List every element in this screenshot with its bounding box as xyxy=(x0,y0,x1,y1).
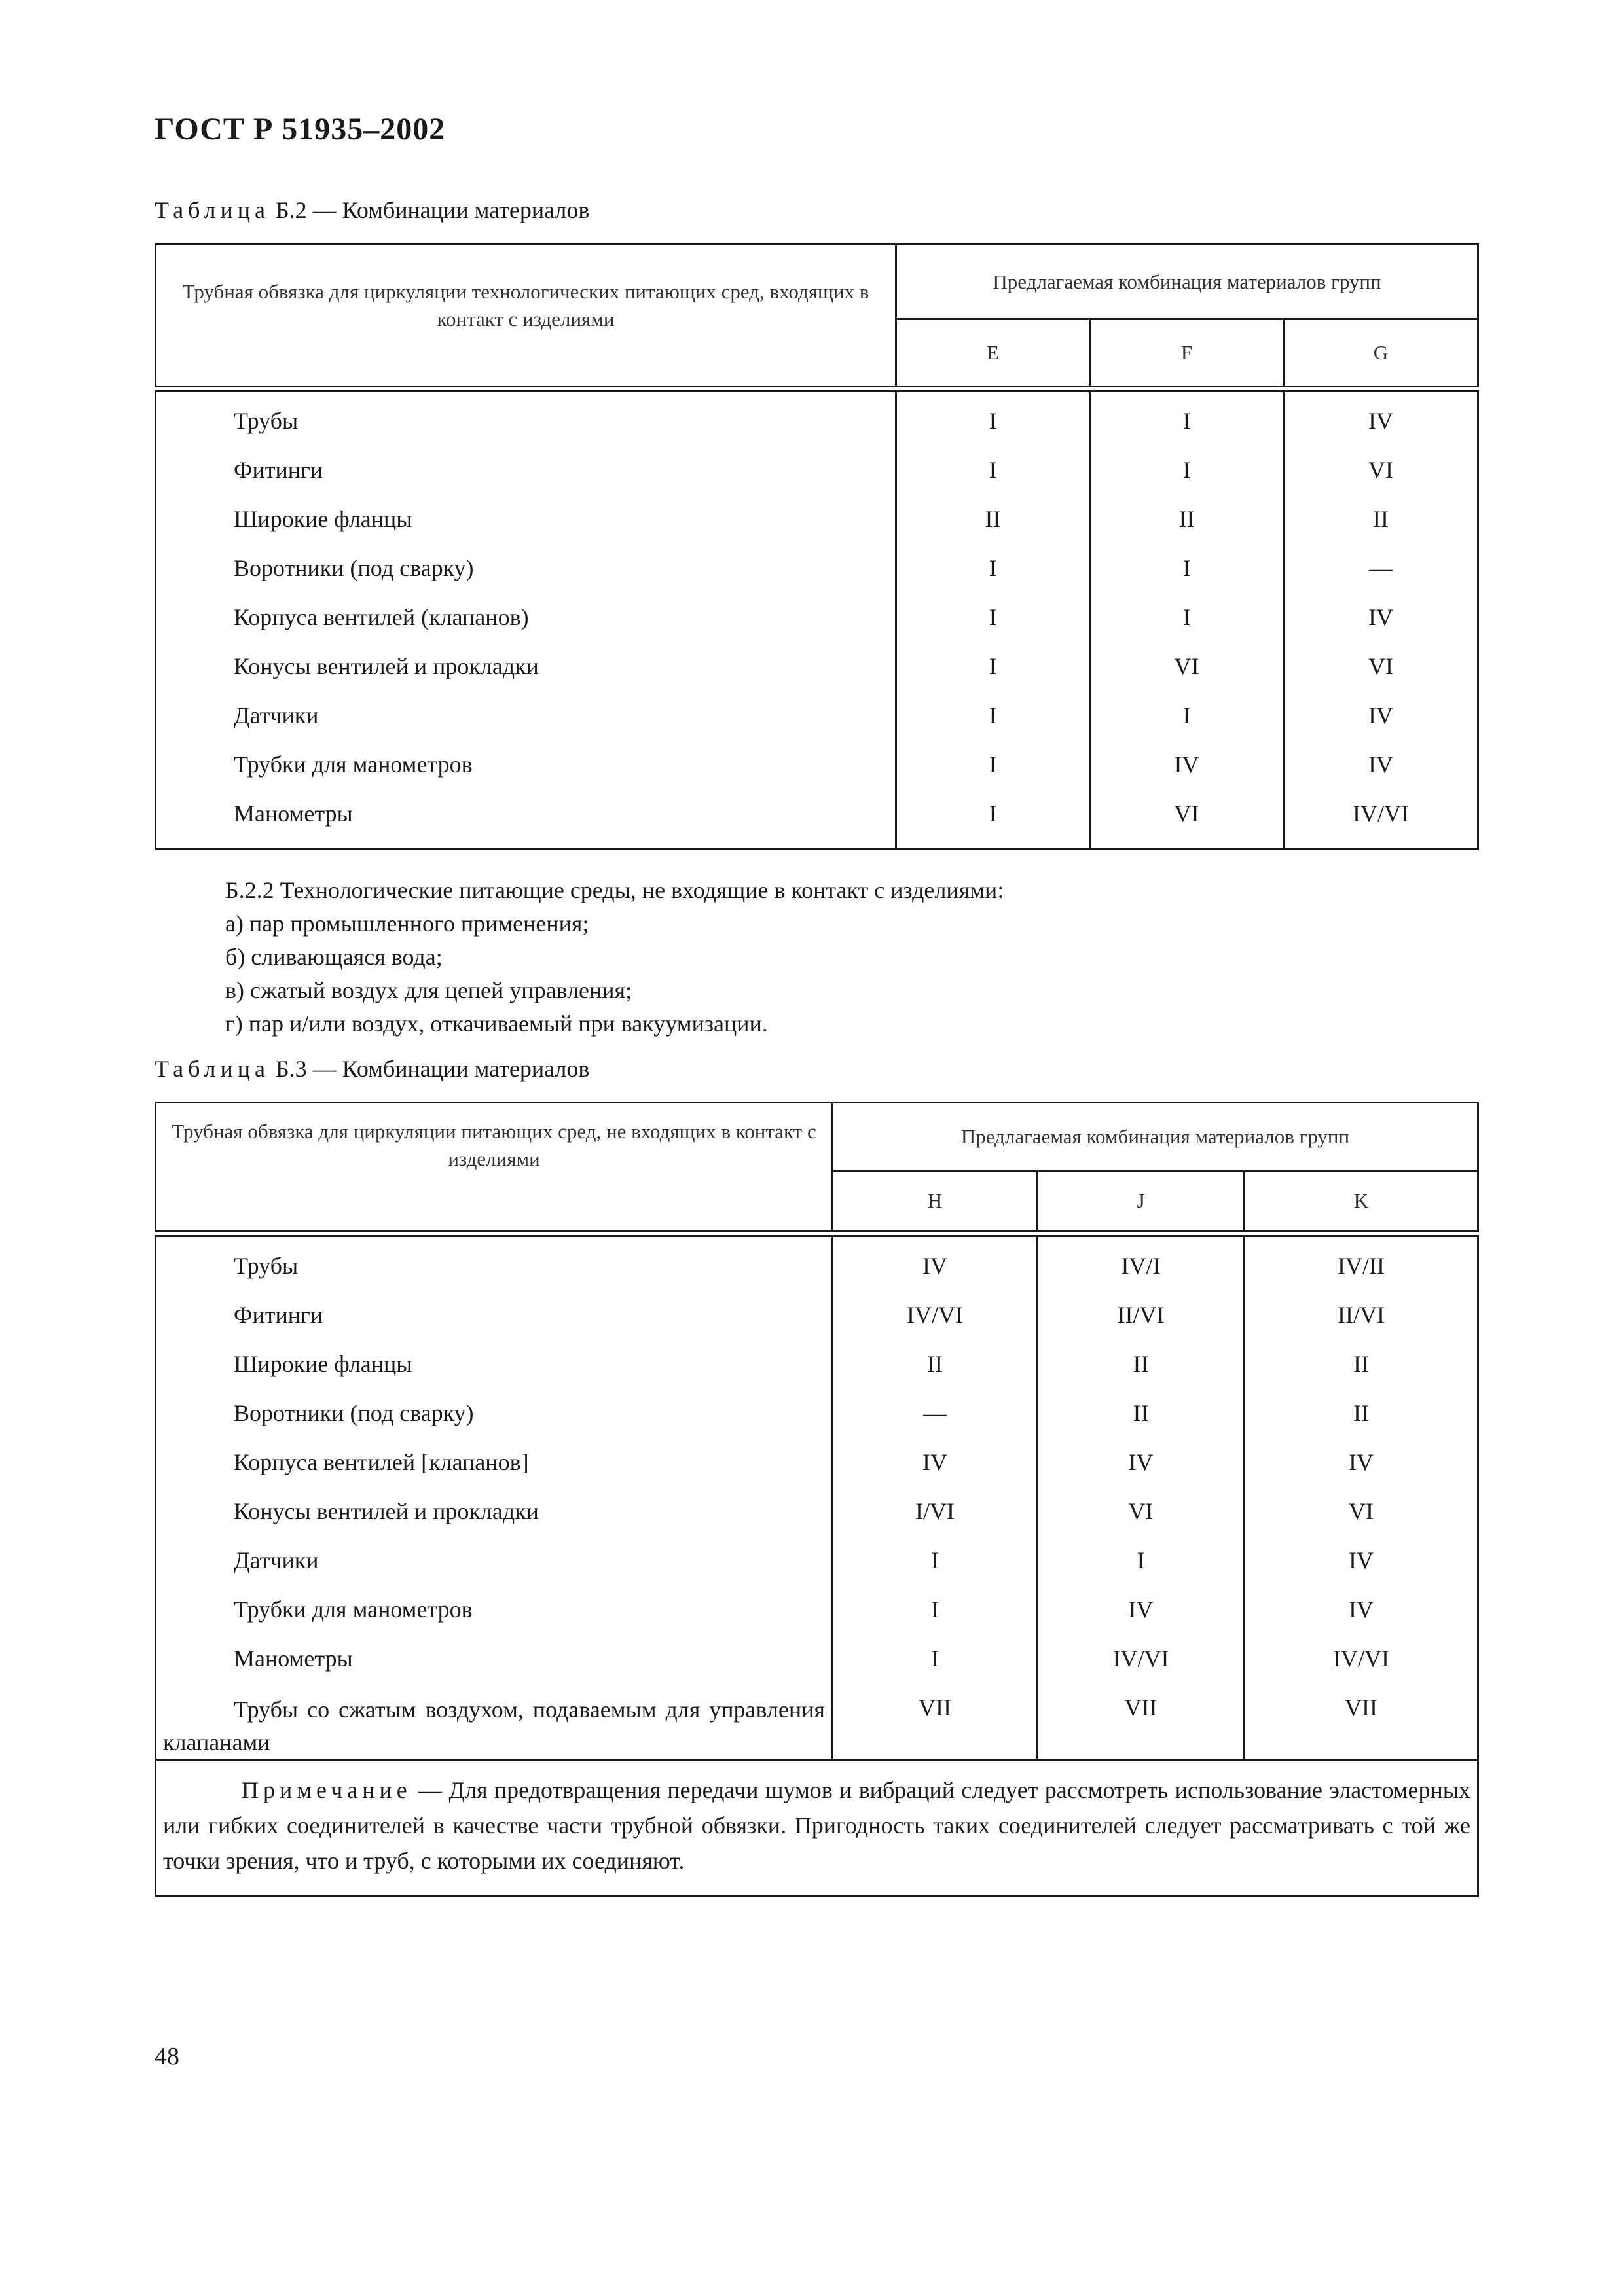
table-cell: II/VI xyxy=(1038,1300,1245,1350)
table-cell: I xyxy=(833,1595,1038,1644)
table-cell: I xyxy=(896,456,1090,505)
table-b3-caption xyxy=(155,1055,589,1083)
table-b2-header-group: Предлагаемая комбинация материалов групп xyxy=(896,245,1478,319)
row-label: Корпуса вентилей (клапанов) xyxy=(156,603,896,652)
table-row xyxy=(156,389,1478,456)
table-cell: VI xyxy=(1038,1497,1245,1546)
table-b3-body xyxy=(156,1234,1478,1760)
table-cell: I xyxy=(1090,701,1284,750)
table-cell: I xyxy=(896,389,1090,456)
table-cell: VII xyxy=(1245,1693,1478,1760)
table-cell: IV/II xyxy=(1245,1234,1478,1300)
table-cell: I xyxy=(896,701,1090,750)
document-title: ГОСТ Р 51935–2002 xyxy=(155,112,446,147)
table-cell: II xyxy=(1245,1399,1478,1448)
row-label: Фитинги xyxy=(156,1300,833,1350)
table-row xyxy=(156,1644,1478,1693)
table-cell: IV xyxy=(1284,603,1478,652)
row-label: Датчики xyxy=(156,1546,833,1595)
table-b2 xyxy=(155,243,1479,850)
table-row xyxy=(156,505,1478,554)
table-row xyxy=(156,456,1478,505)
table-cell: IV/VI xyxy=(833,1300,1038,1350)
table-cell: VI xyxy=(1090,799,1284,850)
table-cell: IV xyxy=(1245,1546,1478,1595)
row-label: Трубки для манометров xyxy=(156,1595,833,1644)
row-label: Фитинги xyxy=(156,456,896,505)
table-row xyxy=(156,1595,1478,1644)
table-cell: I/VI xyxy=(833,1497,1038,1546)
table-cell: IV xyxy=(1090,750,1284,799)
table-b3 xyxy=(155,1102,1479,1897)
row-label: Широкие фланцы xyxy=(156,1350,833,1399)
row-label: Датчики xyxy=(156,701,896,750)
table-cell: IV xyxy=(1245,1595,1478,1644)
table-cell: II/VI xyxy=(1245,1300,1478,1350)
table-row xyxy=(156,1693,1478,1760)
table-cell: IV/VI xyxy=(1284,799,1478,850)
section-b22 xyxy=(155,874,1464,1041)
page-number: 48 xyxy=(155,2043,179,2070)
table-cell: VII xyxy=(1038,1693,1245,1760)
section-b22-item: г) пар и/или воздух, откачиваемый при вакуумизации. xyxy=(225,1011,768,1037)
table-b2-header-left: Трубная обвязка для циркуляции технологических питающих сред, входящих в контакт с изделиями xyxy=(156,245,896,389)
row-label: Манометры xyxy=(156,799,896,850)
table-cell: II xyxy=(1284,505,1478,554)
table-row xyxy=(156,1497,1478,1546)
table-cell: I xyxy=(1090,389,1284,456)
table-b3-col-header: H xyxy=(833,1171,1038,1234)
table-row xyxy=(156,1234,1478,1300)
table-cell: I xyxy=(833,1644,1038,1693)
table-cell: VII xyxy=(833,1693,1038,1760)
table-cell: IV xyxy=(833,1234,1038,1300)
table-b3-note-label: Примечание xyxy=(242,1776,412,1803)
table-cell: — xyxy=(833,1399,1038,1448)
table-b2-col-header: G xyxy=(1284,319,1478,389)
table-row xyxy=(156,1546,1478,1595)
table-row xyxy=(156,750,1478,799)
table-row xyxy=(156,652,1478,701)
table-row xyxy=(156,701,1478,750)
table-cell: II xyxy=(1245,1350,1478,1399)
table-cell: IV xyxy=(1038,1595,1245,1644)
table-cell: IV xyxy=(1245,1448,1478,1497)
table-cell: VI xyxy=(1245,1497,1478,1546)
table-cell: IV xyxy=(1284,750,1478,799)
table-row xyxy=(156,603,1478,652)
table-cell: II xyxy=(896,505,1090,554)
row-label: Конусы вентилей и прокладки xyxy=(156,652,896,701)
row-label: Корпуса вентилей [клапанов] xyxy=(156,1448,833,1497)
table-cell: IV/VI xyxy=(1038,1644,1245,1693)
table-cell: I xyxy=(896,750,1090,799)
table-b3-col-header: K xyxy=(1245,1171,1478,1234)
row-label: Трубы xyxy=(156,1234,833,1300)
table-b3-col-header: J xyxy=(1038,1171,1245,1234)
table-cell: I xyxy=(1090,554,1284,603)
row-label: Манометры xyxy=(156,1644,833,1693)
table-b3-header-group: Предлагаемая комбинация материалов групп xyxy=(833,1103,1478,1171)
table-cell: II xyxy=(1038,1350,1245,1399)
table-cell: IV/I xyxy=(1038,1234,1245,1300)
section-b22-item: а) пар промышленного применения; xyxy=(225,910,589,937)
table-cell: IV xyxy=(833,1448,1038,1497)
table-cell: I xyxy=(1038,1546,1245,1595)
table-cell: I xyxy=(896,652,1090,701)
table-row xyxy=(156,1300,1478,1350)
row-label: Конусы вентилей и прокладки xyxy=(156,1497,833,1546)
row-label: Трубы xyxy=(156,389,896,456)
table-b3-note-text: — Для предотвращения передачи шумов и вибраций следует рассмотреть использование эластомерных или гибких соединителей в качестве части трубной обвязки. Пригодность таких соединителей следует рассматривать с той же точки зрения, что и труб, с которыми их соединяют. xyxy=(163,1776,1470,1874)
table-cell: II xyxy=(1090,505,1284,554)
table-cell: I xyxy=(833,1546,1038,1595)
table-b2-col-header: E xyxy=(896,319,1090,389)
table-cell: I xyxy=(1090,603,1284,652)
table-cell: IV xyxy=(1038,1448,1245,1497)
table-cell: IV xyxy=(1284,389,1478,456)
section-b22-heading: Б.2.2 Технологические питающие среды, не входящие в контакт с изделиями: xyxy=(225,877,1004,903)
table-cell: I xyxy=(1090,456,1284,505)
table-b3-caption-title: Б.3 — Комбинации материалов xyxy=(269,1056,590,1082)
table-b2-col-header: F xyxy=(1090,319,1284,389)
table-cell: I xyxy=(896,603,1090,652)
table-row xyxy=(156,1350,1478,1399)
table-row xyxy=(156,1448,1478,1497)
table-row xyxy=(156,554,1478,603)
row-label: Трубы со сжатым воздухом, подаваемым для управления клапанами xyxy=(156,1693,833,1760)
table-cell: IV/VI xyxy=(1245,1644,1478,1693)
table-b2-caption-label: Таблица xyxy=(155,197,270,223)
row-label: Воротники (под сварку) xyxy=(156,554,896,603)
table-b2-caption xyxy=(155,196,589,224)
row-label: Трубки для манометров xyxy=(156,750,896,799)
table-cell: II xyxy=(833,1350,1038,1399)
table-cell: II xyxy=(1038,1399,1245,1448)
table-cell: VI xyxy=(1090,652,1284,701)
table-cell: VI xyxy=(1284,652,1478,701)
table-b3-header-left: Трубная обвязка для циркуляции питающих сред, не входящих в контакт с изделиями xyxy=(156,1103,833,1234)
table-row xyxy=(156,799,1478,850)
table-cell: — xyxy=(1284,554,1478,603)
table-cell: VI xyxy=(1284,456,1478,505)
table-b2-body xyxy=(156,389,1478,850)
table-row xyxy=(156,1399,1478,1448)
table-cell: I xyxy=(896,554,1090,603)
table-b2-caption-title: Б.2 — Комбинации материалов xyxy=(269,197,590,223)
table-cell: IV xyxy=(1284,701,1478,750)
row-label: Воротники (под сварку) xyxy=(156,1399,833,1448)
row-label: Широкие фланцы xyxy=(156,505,896,554)
section-b22-item: в) сжатый воздух для цепей управления; xyxy=(225,977,632,1003)
table-b3-caption-label: Таблица xyxy=(155,1056,270,1082)
table-cell: I xyxy=(896,799,1090,850)
section-b22-item: б) сливающаяся вода; xyxy=(225,944,443,970)
table-b3-note xyxy=(156,1759,1478,1896)
